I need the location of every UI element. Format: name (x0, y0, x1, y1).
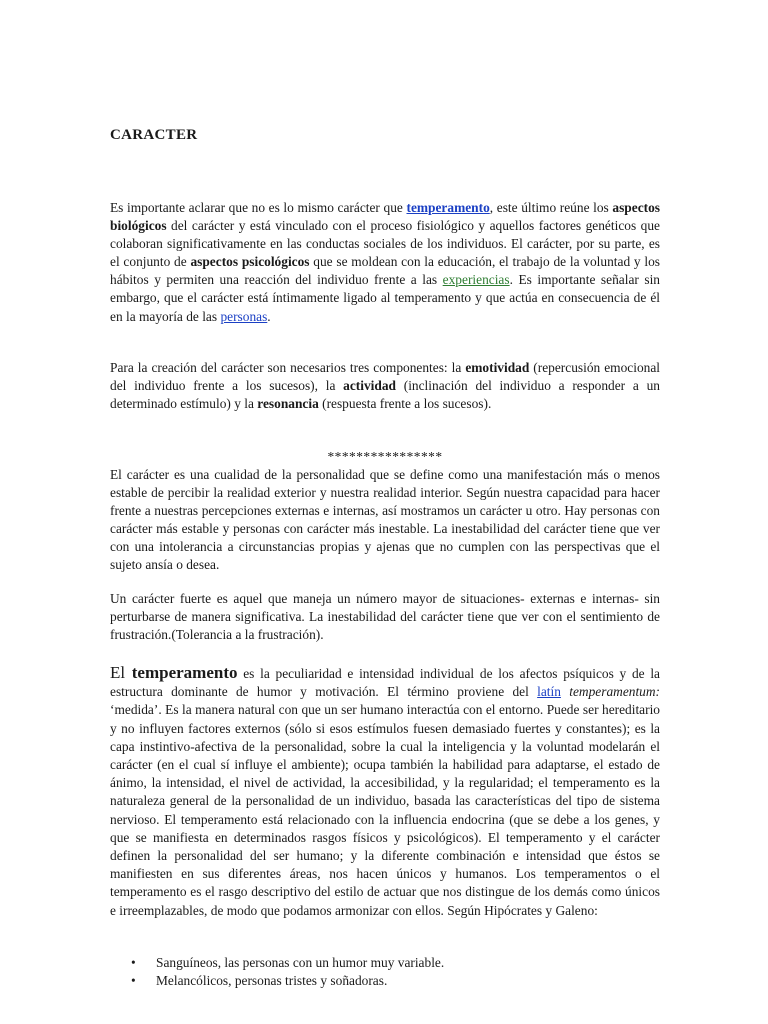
paragraph-temperamento (110, 664, 660, 920)
link-personas[interactable]: personas (220, 308, 268, 324)
paragraph-caracter-vs-temperamento (110, 199, 660, 326)
bold-aspectos-biologicos: aspectos biológicos (110, 200, 660, 234)
text-run: que se moldean con la educación, el trabajo de la voluntad y los hábitos y permiten una reacción del individuo frente a las (110, 254, 660, 288)
bold-actividad: actividad (343, 378, 396, 394)
section-separator: **************** (327, 449, 443, 464)
text-run: es la peculiaridad e intensidad individual de los afectos psíquicos y de la estructura dominante de humor y motivación. El término proviene del (110, 666, 660, 700)
temperament-list (110, 954, 444, 991)
text-run: del carácter y está vinculado con el proceso fisiológico y aquellos factores genéticos que colaboran significativamente en las conductas sociales de los individuos. El carácter, por su parte, es el conjunto de (110, 218, 660, 270)
text-run: Es importante aclarar que no es lo mismo carácter que (110, 200, 407, 215)
paragraph-cualidad: El carácter es una cualidad de la personalidad que se define como una manifestación más o menos estable de percibir la realidad exterior y nuestra realidad interior. Según nuestra capacidad para hacer frente a nuestras percepciones externas e internas, así mostramos un carácter u otro. Hay personas con carácter más estable y personas con carácter más inestable. La inestabilidad del carácter tiene que ver con una intolerancia a circunstancias propias y ajenas que no cumplen con las perspectivas que el sujeto ansía o desea. (110, 467, 660, 573)
text-run: . Es importante señalar sin embargo, que el carácter está íntimamente ligado al temperamento y que actúa en consecuencia de él en la mayoría de las (110, 272, 660, 324)
text-run: (repercusión emocional del individuo frente a los sucesos), la (110, 360, 661, 394)
text-run: , este último reúne los (489, 200, 613, 215)
link-experiencias[interactable]: experiencias (442, 272, 510, 288)
list-item (131, 972, 444, 990)
bold-aspectos-psicologicos: aspectos psicológicos (190, 254, 310, 270)
list-item-text: Sanguíneos, las personas con un humor muy variable. (156, 955, 445, 970)
italic-temperamentum: temperamentum: (569, 684, 660, 700)
bullet-icon: • (131, 973, 136, 989)
text-run: Para la creación del carácter son necesarios tres componentes: la (110, 360, 466, 375)
text-run: . (267, 308, 271, 324)
bold-resonancia: resonancia (257, 396, 319, 412)
lead-temperamento: temperamento (131, 663, 238, 682)
link-temperamento[interactable]: temperamento (406, 200, 490, 215)
text-run: (respuesta frente a los sucesos). (318, 396, 492, 412)
text-run: ‘medida’. Es la manera natural con que un ser humano interactúa con el entorno. Puede ser hereditario y no influyen factores externos (sólo si esos estímulos fuesen demasiado fuertes y constantes); es la capa instintivo-afectiva de la personalidad, sobre la cual la inteligencia y la voluntad modelarán el carácter (en el cual sí influye el ambiente); ocupa también la habilidad para adaptarse, el estado de ánimo, la intensidad, el nivel de actividad, la accesibilidad, y la regularidad; el temperamento es la naturaleza general de la personalidad de un individuo, basada las características del tipo de sistema nervioso. El temperamento está relacionado con la influencia endocrina (que se debe a los genes, y que se manifiesta en determinados rasgos físicos y psicológicos). El temperamento y el carácter definen la personalidad del ser humano; y la diferente combinación e intensidad que éstos se manifiesten en sus diferentes áreas, nos hacen únicos y humanos. Los temperamentos o el temperamento es el rasgo descriptivo del estilo de actuar que nos distingue de los demás como únicos e irreemplazables, de modo que podamos armonizar con ellos. Según Hipócrates y Galeno: (110, 702, 660, 918)
bullet-icon: • (131, 955, 136, 970)
link-latin[interactable]: latín (537, 684, 561, 700)
text-run: (inclinación del individuo a responder a un determinado estímulo) y la (110, 378, 660, 412)
list-item-text: Melancólicos, personas tristes y soñadoras. (156, 973, 388, 989)
lead-word: El (110, 663, 132, 682)
paragraph-caracter-fuerte: Un carácter fuerte es aquel que maneja un número mayor de situaciones- externas e internas- sin perturbarse de manera significativa. La inestabilidad del carácter tiene que ver con el sentimiento de frustración.(Tolerancia a la frustración). (110, 591, 660, 643)
document-title: CARACTER (110, 127, 198, 143)
list-item (131, 954, 445, 972)
paragraph-componentes (110, 359, 660, 413)
bold-emotividad: emotividad (465, 360, 530, 375)
